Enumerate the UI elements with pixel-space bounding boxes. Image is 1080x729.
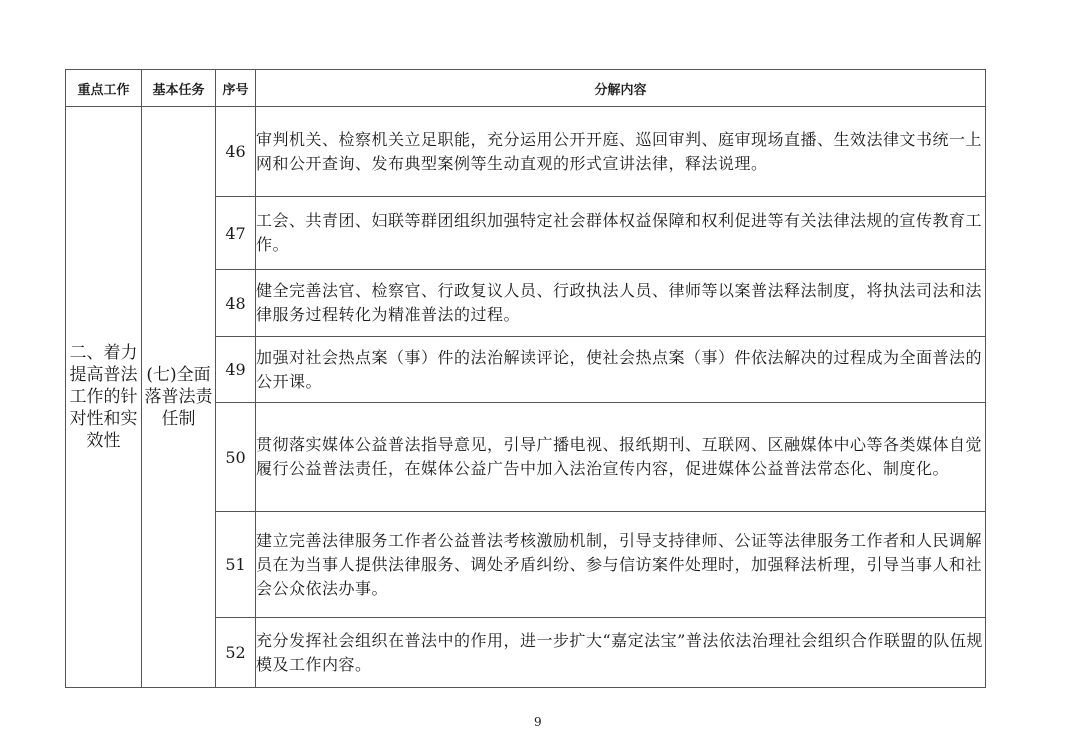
header-serial-no: 序号	[216, 70, 256, 107]
row-content: 工会、共青团、妇联等群团组织加强特定社会群体权益保障和权利促进等有关法律法规的宣传教育工作。	[256, 197, 986, 270]
header-content: 分解内容	[256, 70, 986, 107]
row-number: 47	[216, 197, 256, 270]
table-row	[66, 107, 986, 197]
page-number: 9	[534, 715, 542, 729]
header-row	[66, 70, 986, 107]
row-content: 贯彻落实媒体公益普法指导意见，引导广播电视、报纸期刊、互联网、区融媒体中心等各类媒体自觉履行公益普法责任，在媒体公益广告中加入法治宣传内容，促进媒体公益普法常态化、制度化。	[256, 403, 986, 512]
header-basic-task: 基本任务	[142, 70, 216, 107]
row-number: 50	[216, 403, 256, 512]
row-content: 充分发挥社会组织在普法中的作用，进一步扩大“嘉定法宝”普法依法治理社会组织合作联盟的队伍规模及工作内容。	[256, 618, 986, 688]
row-content: 审判机关、检察机关立足职能，充分运用公开开庭、巡回审判、庭审现场直播、生效法律文书统一上网和公开查询、发布典型案例等生动直观的形式宣讲法律，释法说理。	[256, 107, 986, 197]
row-content: 健全完善法官、检察官、行政复议人员、行政执法人员、律师等以案普法释法制度，将执法司法和法律服务过程转化为精准普法的过程。	[256, 270, 986, 337]
row-content: 建立完善法律服务工作者公益普法考核激励机制，引导支持律师、公证等法律服务工作者和人民调解员在为当事人提供法律服务、调处矛盾纠纷、参与信访案件处理时，加强释法析理，引导当事人和社会公众依法办事。	[256, 512, 986, 618]
row-content: 加强对社会热点案（事）件的法治解读评论，使社会热点案（事）件依法解决的过程成为全面普法的公开课。	[256, 337, 986, 403]
content-table	[65, 69, 986, 688]
row-number: 51	[216, 512, 256, 618]
basic-task-cell: (七)全面落普法责任制	[142, 107, 216, 688]
row-number: 48	[216, 270, 256, 337]
row-number: 52	[216, 618, 256, 688]
row-number: 49	[216, 337, 256, 403]
row-number: 46	[216, 107, 256, 197]
focus-work-cell: 二、着力提高普法工作的针对性和实效性	[66, 107, 142, 688]
header-focus-work: 重点工作	[66, 70, 142, 107]
